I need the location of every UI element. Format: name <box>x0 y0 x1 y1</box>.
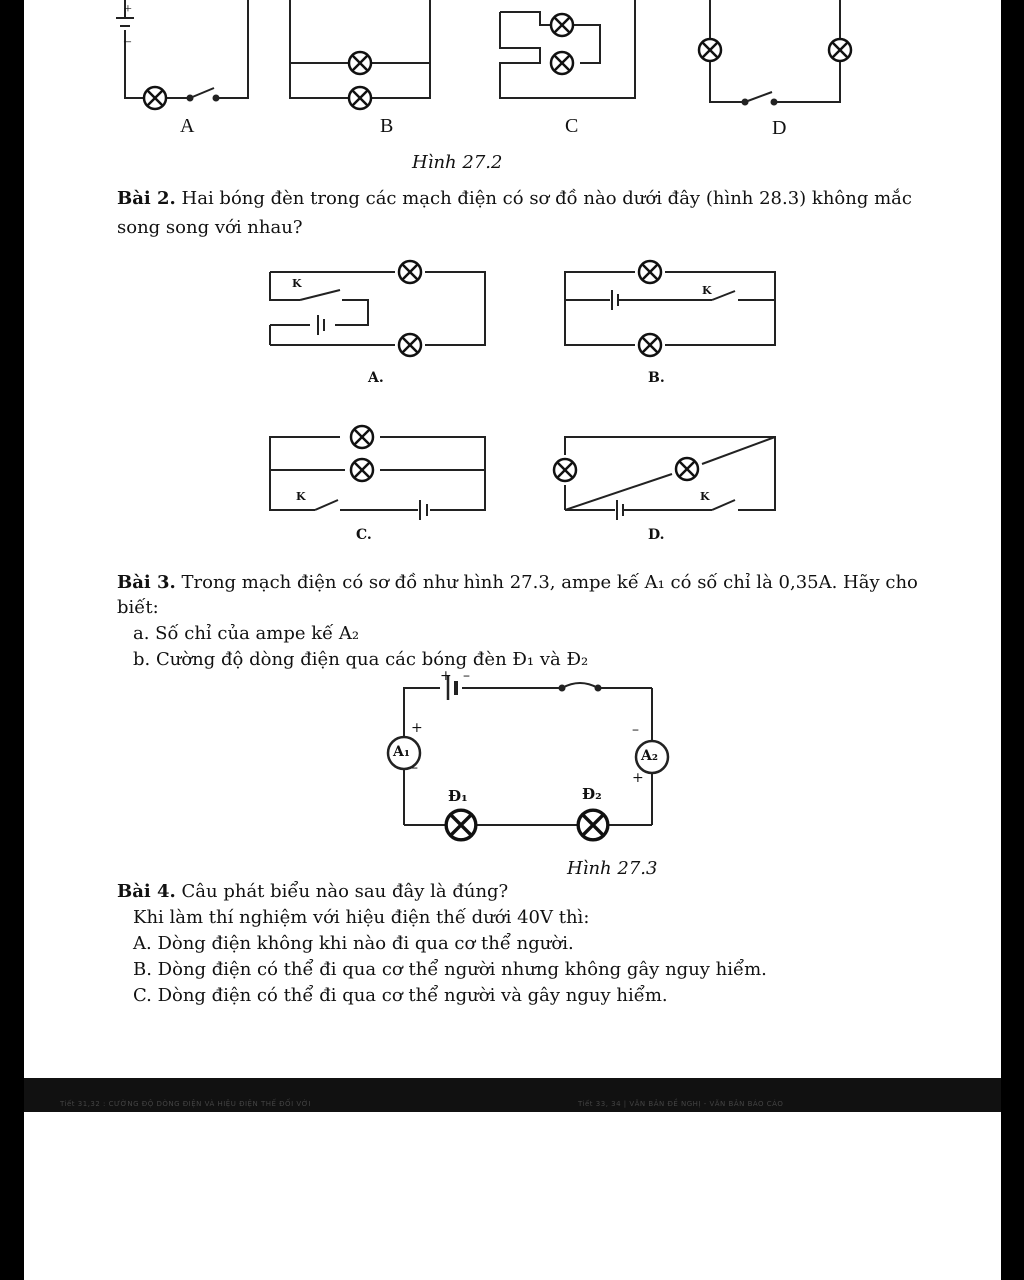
footer-right: Tiết 33, 34 | VĂN BẢN ĐỀ NGHỊ - VĂN BẢN BÁO CÁO <box>578 1100 784 1108</box>
bai2-label-b: B. <box>648 370 665 386</box>
bai2-text-1: Hai bóng đèn trong các mạch điện có sơ đồ nào dưới đây (hình 28.3) không mắc <box>181 188 912 209</box>
bai2-circuit-b <box>565 272 775 345</box>
bai3-text-2: biết: <box>117 597 159 618</box>
fig272-label-b: B <box>380 115 394 137</box>
bai4-option-a: A. Dòng điện không khi nào đi qua cơ thể người. <box>133 933 574 954</box>
fig272-d-lamp-right <box>829 39 851 61</box>
bai2-c-lamp-mid <box>351 459 373 481</box>
bai2-label-d: D. <box>648 527 665 543</box>
bai3-battery-minus: – <box>463 668 470 684</box>
bai2-line1 <box>117 187 912 211</box>
bai2-c-lamp-top <box>351 426 373 448</box>
footer-left: Tiết 31,32 : CƯỜNG ĐỘ DÒNG ĐIỆN VÀ HIỆU ĐIỆN THẾ ĐỐI VỚI <box>60 1100 312 1108</box>
bai3-a2-minus: – <box>632 722 639 738</box>
bai3-lamp2-label: Đ₂ <box>582 785 602 803</box>
fig272-label-c: C <box>565 115 579 137</box>
fig272-circuit-a <box>116 0 248 101</box>
bai4-line1 <box>117 880 508 904</box>
bai3-a2-plus: + <box>632 770 644 786</box>
fig272-d-lamp-left <box>699 39 721 61</box>
bai2-circuit-a <box>270 272 485 345</box>
bai2-d-switch-label: K <box>700 490 710 503</box>
bai2-a-lamp-bottom <box>399 334 421 356</box>
bai2-b-switch-label: K <box>702 284 712 297</box>
bai2-d-lamp-left <box>554 459 576 481</box>
bai3-lamp-d2 <box>578 810 608 840</box>
fig272-circuit-d <box>710 0 840 105</box>
bai4-question: Câu phát biểu nào sau đây là đúng? <box>181 881 509 902</box>
bai3-line1 <box>117 571 918 595</box>
bai4-option-c: C. Dòng điện có thể đi qua cơ thể người và gây nguy hiểm. <box>133 985 668 1006</box>
bai3-text-1: Trong mạch điện có sơ đồ như hình 27.3, ampe kế A₁ có số chỉ là 0,35A. Hãy cho <box>181 572 918 593</box>
bai3-lamp-d1 <box>446 810 476 840</box>
bai2-b-lamp-top <box>639 261 661 283</box>
bai3-battery-plus: + <box>440 668 452 684</box>
bai3-lamp1-label: Đ₁ <box>448 787 468 805</box>
bai3-ammeter-a1: A₁ <box>393 744 410 760</box>
bai2-label-c: C. <box>356 527 372 543</box>
bai2-circuit-c <box>270 437 485 520</box>
bai4-intro: Khi làm thí nghiệm với hiệu điện thế dưới 40V thì: <box>133 907 590 928</box>
fig272-battery-plus: + <box>124 2 132 17</box>
next-page <box>24 1112 1001 1280</box>
fig273-caption: Hình 27.3 <box>567 858 658 879</box>
fig272-label-a: A <box>180 115 195 137</box>
bai4-number: Bài 4. <box>117 881 176 902</box>
bai3-item-b: b. Cường độ dòng điện qua các bóng đèn Đ₁ và Đ₂ <box>133 649 589 670</box>
fig272-b-lamp-bottom <box>349 87 371 109</box>
bai3-item-a: a. Số chỉ của ampe kế A₂ <box>133 623 360 644</box>
fig272-c-lamp-bottom <box>551 52 573 74</box>
bai3-circuit <box>388 676 668 825</box>
fig272-b-lamp-top <box>349 52 371 74</box>
fig272-c-lamp-top <box>551 14 573 36</box>
bai2-d-lamp-mid <box>676 458 698 480</box>
bai2-b-lamp-bottom <box>639 334 661 356</box>
bai2-label-a: A. <box>368 370 384 386</box>
bai2-c-switch-label: K <box>296 490 306 503</box>
bai3-a1-plus: + <box>411 720 423 736</box>
bai2-text-2: song song với nhau? <box>117 217 303 238</box>
bai4-option-b: B. Dòng điện có thể đi qua cơ thể người nhưng không gây nguy hiểm. <box>133 959 767 980</box>
bai2-circuit-d <box>565 437 775 520</box>
fig272-circuit-b <box>290 0 430 98</box>
fig272-a-lamp <box>144 87 166 109</box>
bai2-a-lamp-top <box>399 261 421 283</box>
bai2-a-switch-label: K <box>292 277 302 290</box>
bai3-a1-minus: – <box>411 760 418 776</box>
bai3-number: Bài 3. <box>117 572 176 593</box>
fig272-label-d: D <box>772 117 787 139</box>
fig272-caption: Hình 27.2 <box>412 152 503 173</box>
bai3-ammeter-a2: A₂ <box>641 748 658 764</box>
bai2-number: Bài 2. <box>117 188 176 209</box>
fig272-battery-minus: – <box>124 34 131 49</box>
